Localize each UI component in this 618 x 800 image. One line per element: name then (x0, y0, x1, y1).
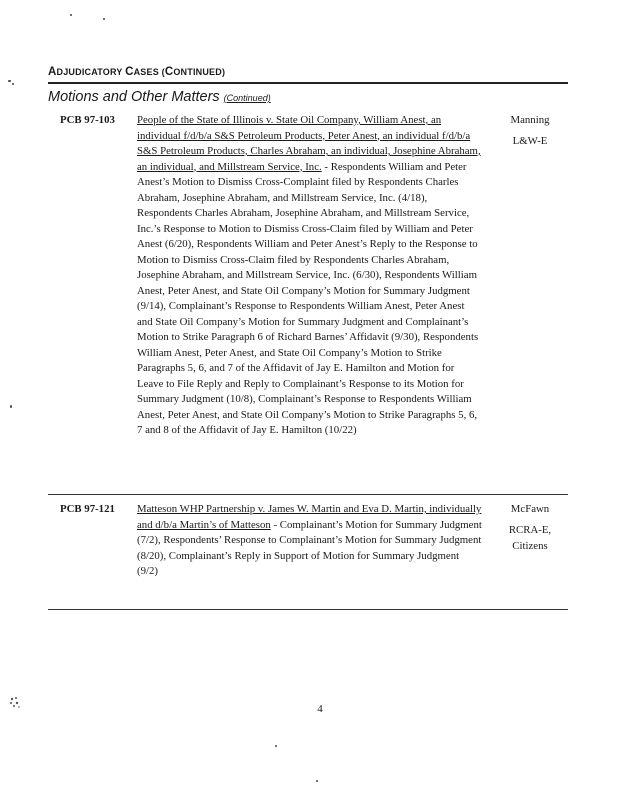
header-smallcaps: ASES ( (133, 67, 165, 77)
case-entry (60, 502, 570, 602)
divider (48, 609, 568, 610)
case-description (137, 113, 482, 439)
subsection-title: Motions and Other Matters (48, 89, 220, 105)
case-description (137, 502, 482, 580)
case-number: PCB 97-121 (60, 503, 115, 515)
case-body: - Complainant’s Motion for Summary Judgment (7/2), Respondents’ Response to Complainant’s Motion for Summary Judgment (8/20), Complainant’s Reply in Support of Motion for Summary Judgment (9/2) (137, 518, 482, 577)
case-title: People of the State of Illinois v. State Oil Company, William Anest, an individual f/d/b/a S&S Petroleum Products, Peter Anest, an individual f/d/b/a S&S Petroleum Products, Charles Abraham, an individual, Josephine Abraham, an individual, and Millstream Service, Inc. (137, 114, 481, 173)
case-programs: RCRA-E, Citizens (508, 524, 552, 552)
case-assignee: McFawn (510, 503, 550, 515)
header-letter: A (48, 66, 57, 78)
scan-speck (70, 14, 72, 16)
case-body: - Respondents William and Peter Anest’s Motion to Dismiss Cross-Complaint filed by Respondents Charles Abraham, Josephine Abraham, and Millstream Service, Inc. (4/18), Respondents Charles Abraham, Josephine Abraham, and Millstream Service, Inc.’s Response to Motion to Dismiss Cross-Claim filed by William and Peter Anest (6/20), Respondents William and Peter Anest’s Reply to the Response to Motion to Dismiss Cross-Claim filed by Respondents Charles Abraham, Josephine Abraham, and Millstream Service, Inc. (6/30), Respondents William Anest, Peter Anest, and State Oil Company’s Motion for Summary Judgment (9/14), Complainant’s Response to Respondents William Anest, Peter Anest and State Oil Company’s Motion for Summary Judgment and Complainant’s Motion to Strike Paragraph 6 of Richard Barnes’ Affidavit (9/30), Respondents William Anest, Peter Anest, and State Oil Company’s Motion to Strike Paragraphs 5, 6, and 7 of the Affidavit of Jay E. Hamilton and Motion for Leave to File Reply and Reply to Complainant’s Response to its Motion for Summary Judgment (10/8), Complainant’s Response to Respondents William Anest, Peter Anest, and State Oil Company’s Motion to Strike Paragraphs 5, 6, 7 and 8 of the Affidavit of Jay E. Hamilton (10/22) (137, 160, 479, 436)
header-letter: C (164, 66, 174, 78)
subsection-header (48, 89, 568, 105)
case-number: PCB 97-103 (60, 114, 115, 126)
scan-speck (275, 745, 277, 747)
page-number: 4 (317, 703, 323, 715)
scan-speck (8, 80, 11, 82)
section-header (48, 66, 568, 84)
case-assignment (490, 502, 570, 554)
case-entry (60, 113, 570, 483)
scan-blot-icon (8, 695, 22, 709)
case-assignment (490, 113, 570, 149)
scan-speck (316, 780, 318, 782)
scan-speck (10, 405, 12, 408)
scan-speck (103, 18, 105, 20)
header-smallcaps: DJUDICATORY (56, 67, 126, 77)
header-smallcaps: ONTINUED) (173, 67, 226, 77)
case-assignee: Manning (510, 114, 550, 126)
divider (48, 494, 568, 495)
subsection-continued: (Continued) (223, 93, 271, 103)
case-programs: L&W-E (512, 135, 548, 147)
header-letter: C (125, 66, 134, 78)
scan-speck (12, 83, 14, 85)
case-title: Matteson WHP Partnership v. James W. Martin and Eva D. Martin, individually and d/b/a Martin’s of Matteson (137, 503, 482, 531)
